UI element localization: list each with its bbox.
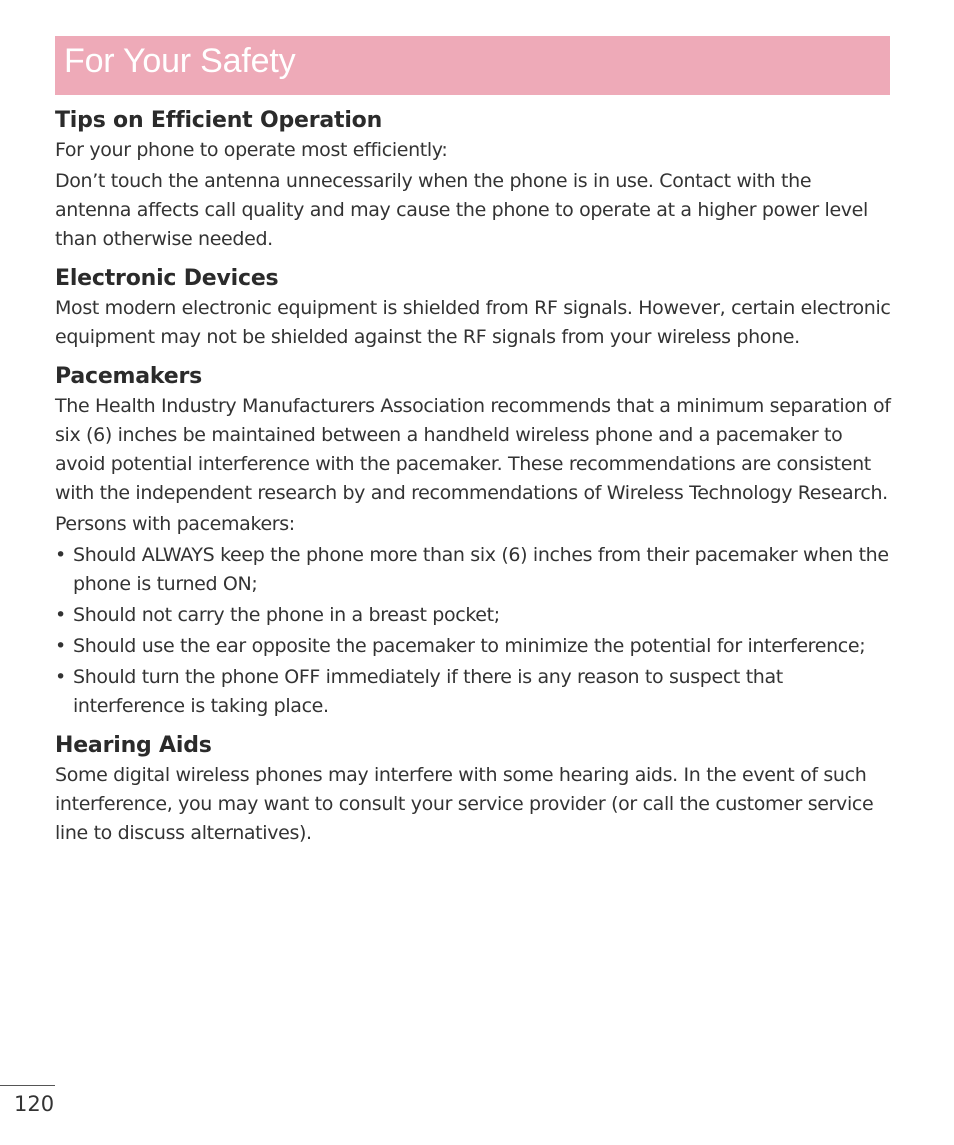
bullet-icon: • xyxy=(55,666,66,688)
page-title: For Your Safety xyxy=(64,42,296,80)
list-item-text: Should turn the phone OFF immediately if there is any reason to suspect that interference is taking place. xyxy=(73,666,783,717)
section-banner xyxy=(55,36,890,95)
bullet-icon: • xyxy=(55,635,66,657)
list-item xyxy=(55,663,891,721)
section-heading: Tips on Efficient Operation xyxy=(55,108,383,133)
paragraph: Don’t touch the antenna unnecessarily when the phone is in use. Contact with the antenna affects call quality and may cause the phone to operate at a higher power level than otherwise needed. xyxy=(55,170,868,250)
paragraph: The Health Industry Manufacturers Association recommends that a minimum separation of six (6) inches be maintained between a handheld wireless phone and a pacemaker to avoid potential interference with the pacemaker. These recommendations are consistent with the independent research by and recommendations of Wireless Technology Research. xyxy=(55,395,891,504)
bullet-icon: • xyxy=(55,544,66,566)
section-heading: Hearing Aids xyxy=(55,733,212,758)
section-pacemakers xyxy=(55,362,891,721)
section-electronic-devices xyxy=(55,264,891,352)
list-item xyxy=(55,632,891,661)
section-heading: Pacemakers xyxy=(55,364,203,389)
section-heading: Electronic Devices xyxy=(55,266,279,291)
bullet-list xyxy=(55,541,891,721)
paragraph: Most modern electronic equipment is shielded from RF signals. However, certain electronic equipment may not be shielded against the RF signals from your wireless phone. xyxy=(55,297,891,348)
page-number: 120 xyxy=(14,1092,55,1116)
list-item xyxy=(55,541,891,599)
section-efficient-operation xyxy=(55,106,891,254)
footer-divider xyxy=(0,1085,55,1086)
section-hearing-aids xyxy=(55,731,891,848)
paragraph: For your phone to operate most efficiently: xyxy=(55,139,448,161)
paragraph: Some digital wireless phones may interfere with some hearing aids. In the event of such interference, you may want to consult your service provider (or call the customer service line to discuss alternatives). xyxy=(55,764,874,844)
list-item-text: Should use the ear opposite the pacemaker to minimize the potential for interference; xyxy=(73,635,866,657)
list-item xyxy=(55,601,891,630)
paragraph: Persons with pacemakers: xyxy=(55,513,295,535)
list-item-text: Should not carry the phone in a breast pocket; xyxy=(73,604,500,626)
list-item-text: Should ALWAYS keep the phone more than six (6) inches from their pacemaker when the phone is turned ON; xyxy=(73,544,889,595)
bullet-icon: • xyxy=(55,604,66,626)
document-body xyxy=(55,106,891,858)
